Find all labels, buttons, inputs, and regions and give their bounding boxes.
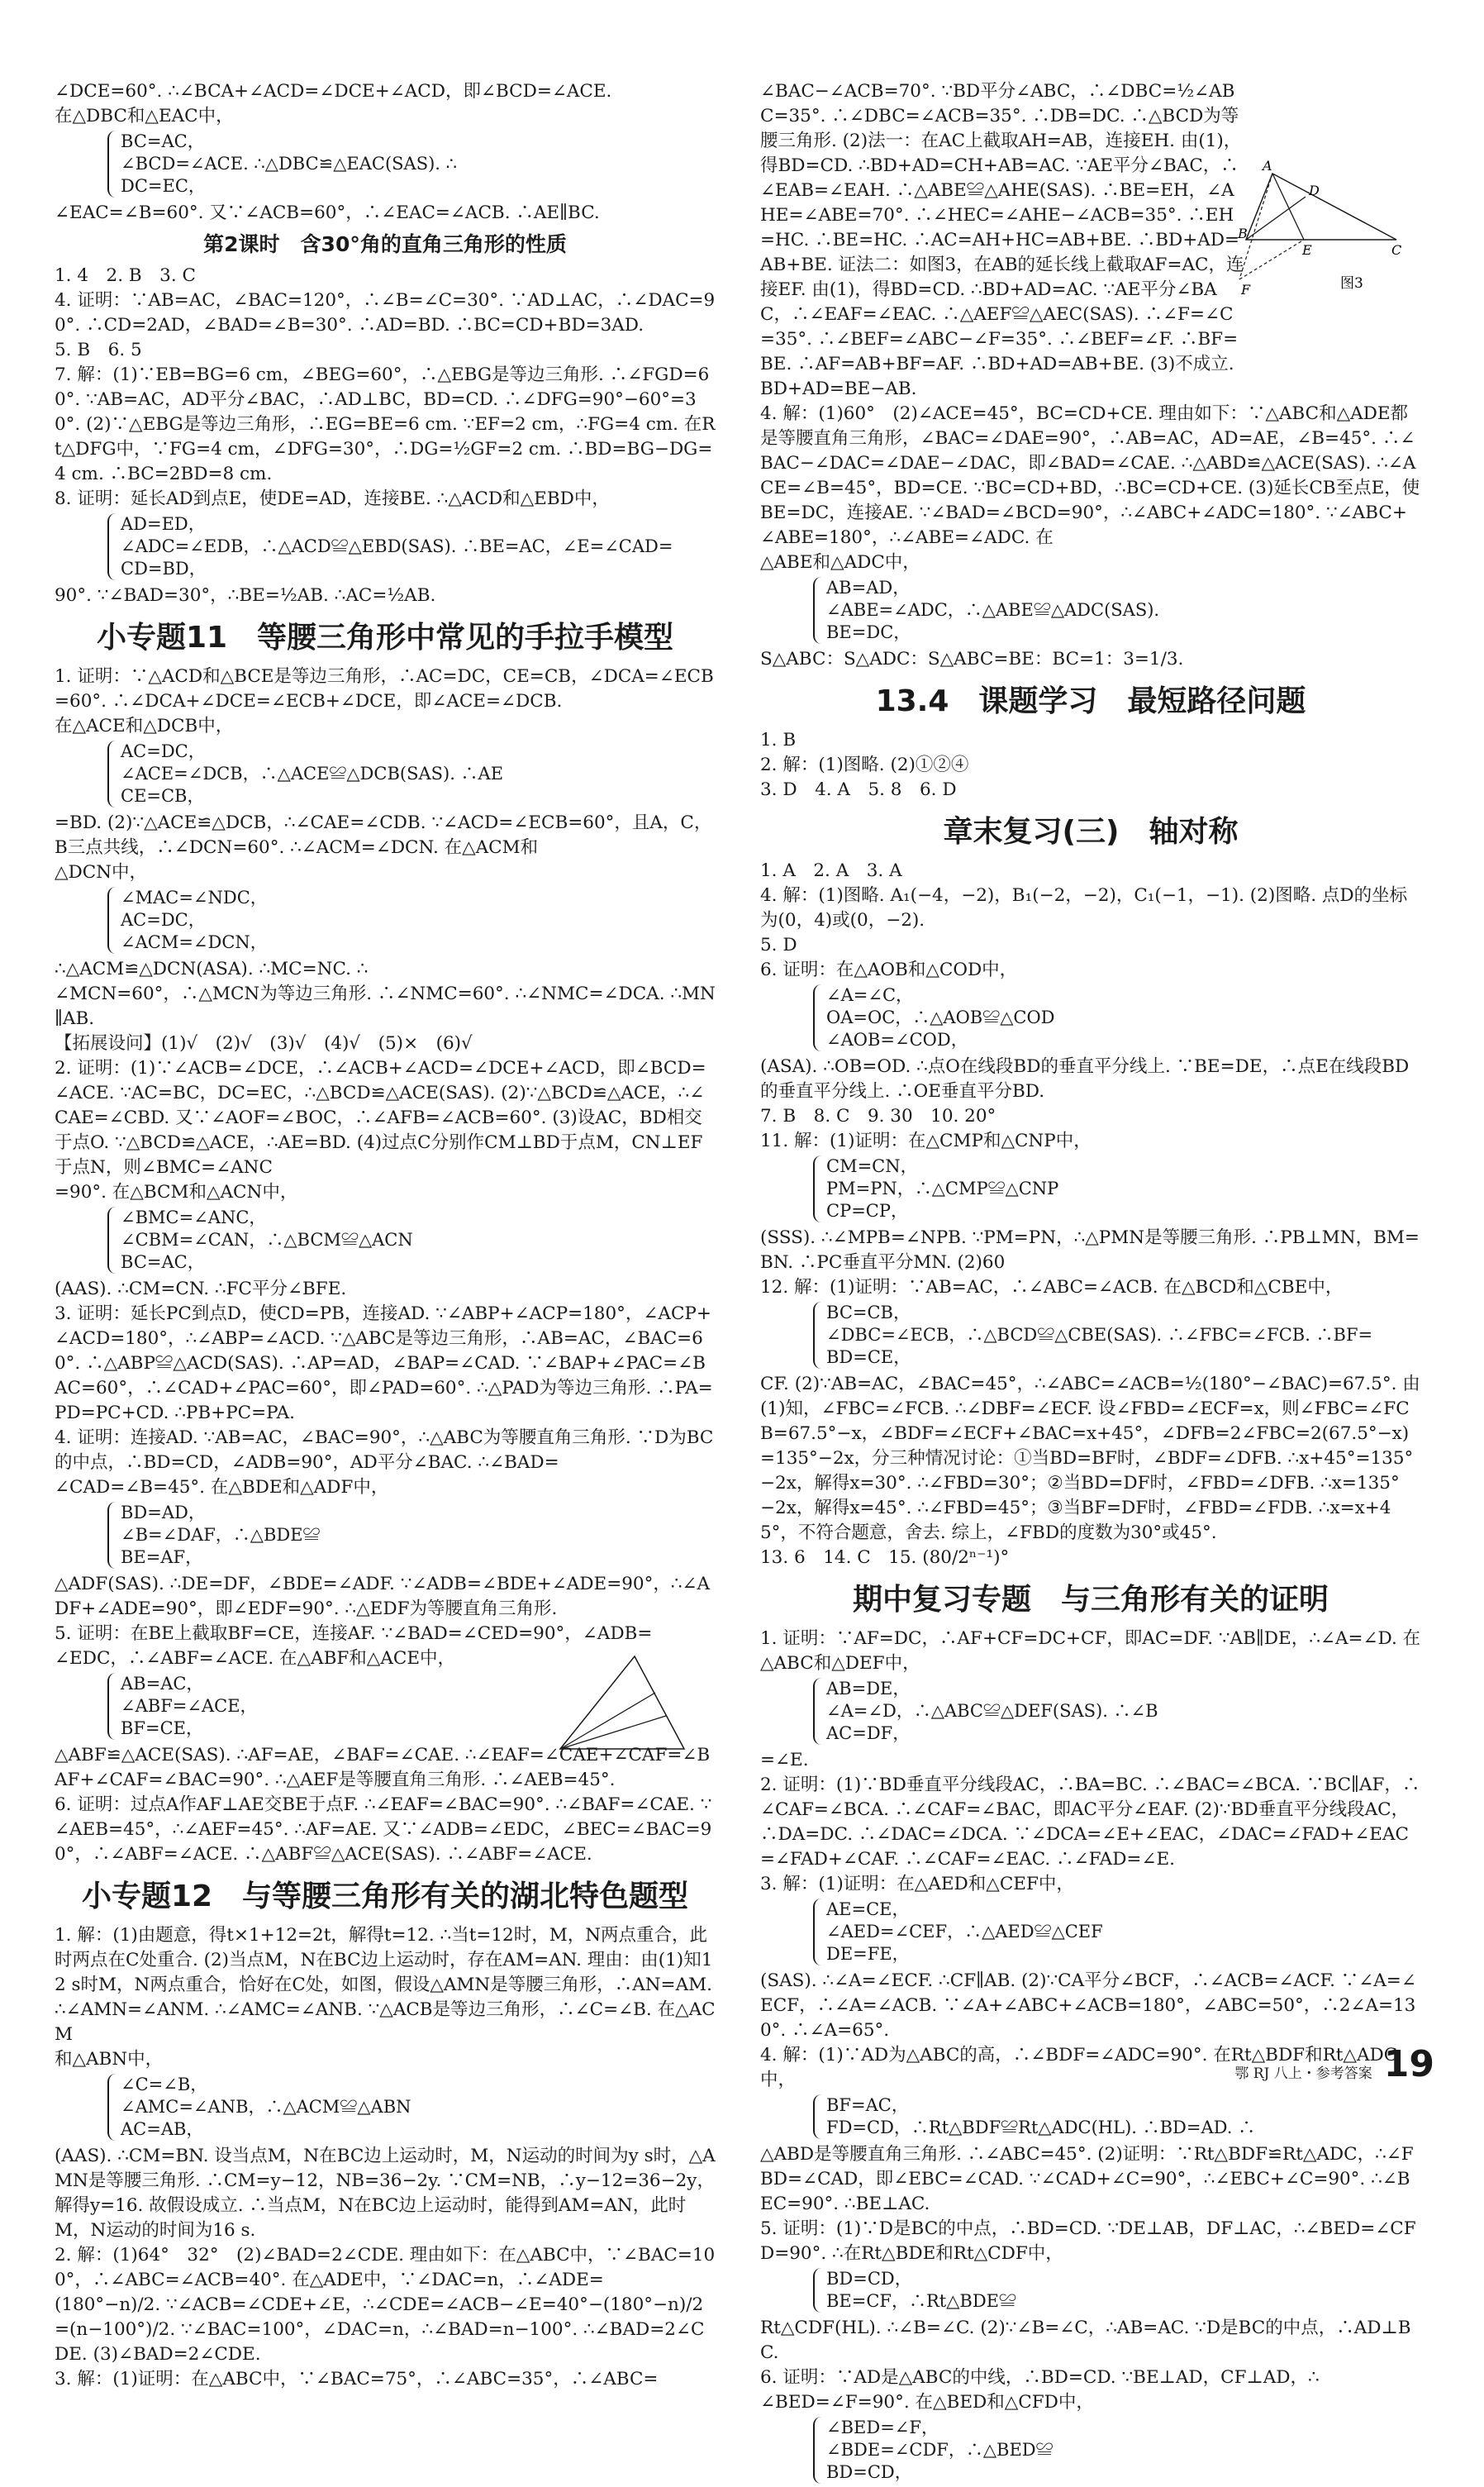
fig3-point-e: E [1302,242,1312,258]
answer-item: 1. 4 2. B 3. C [55,265,196,286]
answer-item: ∠MCN=60°，∴△MCN为等边三角形. ∴∠NMC=60°. ∴∠NMC=∠DCA. ∴MN∥AB. [55,984,716,1029]
answer-item: △DCN中， [55,862,148,883]
brace-line: CP=CP， [826,1201,908,1221]
page-footer [1234,2043,1434,2085]
figure-3 [1239,157,1405,306]
brace-line: ∠BDE=∠CDF，∴△BED≌ [826,2440,1054,2460]
brace-line: ∠DBC=∠ECB，∴△BCD≌△CBE(SAS). ∴∠FBC=∠FCB. ∴BF= [826,1325,1373,1345]
lesson-title: 第2课时 含30°角的直角三角形的性质 [203,232,567,256]
brace-group [107,513,716,580]
answer-item: (SSS). ∴∠MPB=∠NPB. ∵PM=PN，∴△PMN是等腰三角形. ∴PB⊥MN，BM=BN. ∴PC垂直平分MN. (2)60 [760,1227,1420,1273]
answer-item: S△ABC：S△ADC：S△ABC=BE：BC=1：3=1/3. [760,649,1184,669]
brace-line: AC=DF， [826,1723,911,1743]
answer-item: 2. 解：(1)图略. (2)①②④ [760,755,969,775]
brace-line: ∠ACE=∠DCB，∴△ACE≌△DCB(SAS). ∴AE [121,764,504,784]
answer-item: 4. 解：(1)图略. A₁(−4，−2)，B₁(−2，−2)，C₁(−1，−1). (2)图略. 点D的坐标为(0，4)或(0，−2). [760,885,1408,931]
answer-item: Rt△CDF(HL). ∴∠B=∠C. (2)∵∠B=∠C，∴AB=AC. ∵D是BC的中点，∴AD⊥BC. [760,2318,1411,2363]
brace-line: BE=CF，∴Rt△BDE≌ [826,2291,1016,2311]
brace-line: ∠ABE=∠ADC，∴△ABE≌△ADC(SAS). [826,600,1160,620]
answer-item: 3. D 4. A 5. 8 6. D [760,779,957,800]
answer-item: ∠EDC，∴∠ABF=∠ACE. 在△ABF和△ACE中， [55,1648,456,1669]
brace-line: ∠MAC=∠NDC， [121,888,268,908]
brace-line: ∠ADC=∠EDB，∴△ACD≌△EBD(SAS). ∴BE=AC，∠E=∠CAD= [121,536,673,556]
brace-line: ∠A=∠D，∴△ABC≌△DEF(SAS). ∴∠B [826,1701,1158,1721]
brace-line: AC=AB， [121,2119,204,2139]
answer-item: =BD. (2)∵△ACE≌△DCB，∴∠CAE=∠CDB. ∵∠ACD=∠ECB=60°，且A，C，B三点共线，∴∠DCN=60°. ∴∠ACM=∠DCN. 在△ACM和 [55,812,712,858]
brace-group [813,2417,1421,2484]
answer-item: 1. 证明：∵AF=DC，∴AF+CF=DC+CF，即AC=DF. ∵AB∥DE，∴∠A=∠D. 在△ABC和△DEF中， [760,1628,1421,1674]
brace-group [107,741,716,808]
brace-line: FD=CD，∴Rt△BDF≌Rt△ADC(HL). ∴BD=AD. ∴ [826,2118,1256,2137]
brace-line: BC=CB， [826,1303,911,1322]
answer-item: (ASA). ∴OB=OD. ∴点O在线段BD的垂直平分线上. ∵BE=DE，∴点E在线段BD的垂直平分线上. ∴OE垂直平分BD. [760,1056,1410,1102]
answer-item: 7. B 8. C 9. 30 10. 20° [760,1106,996,1127]
brace-group [813,1899,1421,1965]
answer-item: 6. 证明：过点A作AF⊥AE交BE于点F. ∴∠EAF=∠BAC=90°. ∴∠BAF=∠CAE. ∵∠AEB=45°，∴∠AEF=45°. ∴AF=AE. 又∵∠ADB=∠EDC，∠BEC=∠BAC=90°，∴∠ABF=∠ACE. ∴△ABF≌△ACE(SAS). ∴∠ABF=∠ACE. [55,1794,712,1865]
brace-line: DC=EC， [121,176,206,196]
answer-item: 90°. ∵∠BAD=30°，∴BE=½AB. ∴AC=½AB. [55,585,436,606]
section-title: 小专题11 等腰三角形中常见的手拉手模型 [96,621,674,655]
answer-item: 3. 解：(1)证明：在△AED和△CEF中， [760,1874,1074,1894]
answer-item: 13. 6 14. C 15. (80/2ⁿ⁻¹)° [760,1547,1010,1568]
brace-line: ∠AED=∠CEF，∴△AED≌△CEF [826,1922,1103,1941]
text-line: 在△DBC和△EAC中， [55,106,234,126]
brace-line: BD=CE， [826,1347,911,1367]
answer-item: ∴△ACM≌△DCN(ASA). ∴MC=NC. ∴ [55,959,369,979]
fig3-point-c: C [1391,242,1402,258]
fig3-point-a: A [1263,158,1272,174]
answer-item: 2. 证明：(1)∵BD垂直平分线段AC，∴BA=BC. ∴∠BAC=∠BCA. ∵BC∥AF，∴∠CAF=∠BCA. ∴∠CAF=∠BAC，即AC平分∠EAF. (2)∵BD垂直平分线段AC，∴DA=DC. ∴∠DAC=∠DCA. ∵∠DCA=∠E+∠EAC，∠DAC=∠FAD+∠EAC=∠FAD+∠CAF. ∴∠CAF=∠EAC. ∴∠FAD=∠E. [760,1775,1420,1870]
answer-item: 5. D [760,935,797,955]
answer-item: 12. 解：(1)证明：∵AB=AC，∴∠ABC=∠ACB. 在△BCD和△CBE中， [760,1277,1344,1298]
answer-item: △ABD是等腰直角三角形. ∴∠ABC=45°. (2)证明：∵Rt△BDF≌Rt△ADC，∴∠FBD=∠CAD，即∠EBC=∠CAD. ∵∠CAD+∠C=90°，∴∠EBC+∠C=90°. ∴∠BEC=90°. ∴BE⊥AC. [760,2144,1414,2214]
answer-item: 4. 解：(1)∵AD为△ABC的高，∴∠BDF=∠ADC=90°. 在Rt△BDF和Rt△ADC中， [760,2045,1398,2090]
brace-line: ∠CBM=∠CAN，∴△BCM≌△ACN [121,1230,413,1250]
brace-line: ∠ACM=∠DCN， [121,932,268,952]
brace-group [813,1155,1421,1222]
answer-item: △ABF≌△ACE(SAS). ∴AF=AE，∠BAF=∠CAE. ∴∠EAF=∠CAE+∠CAF=∠BAF+∠CAF=∠BAC=90°. ∴△AEF是等腰直角三角形. ∴∠AEB=45°. [55,1745,711,1790]
answer-item: 4. 证明：∵AB=AC，∠BAC=120°，∴∠B=∠C=30°. ∵AD⊥AC，∴∠DAC=90°. ∴CD=2AD，∠BAD=∠B=30°. ∴AD=BD. ∴BC=CD+BD=3AD. [55,290,716,336]
brace-line: BD=CD， [826,2269,912,2289]
answer-item: △ABE和△ADC中， [760,552,920,573]
brace-line: CE=CB， [121,786,205,806]
left-column [55,79,716,2392]
brace-line: BD=AD， [121,1503,206,1522]
brace-group [813,984,1421,1051]
answer-item: 5. 证明：(1)∵D是BC的中点，∴BD=CD. ∵DE⊥AB，DF⊥AC，∴∠BED=∠CFD=90°. ∴在Rt△BDE和Rt△CDF中， [760,2218,1416,2264]
answer-item: (AAS). ∴CM=CN. ∴FC平分∠BFE. [55,1279,347,1299]
brace-line: ∠A=∠C， [826,985,914,1005]
answer-item: 2. 证明：(1)∵∠ACB=∠DCE，∴∠ACB+∠ACD=∠DCE+∠ACD，即∠BCD=∠ACE. ∵AC=BC，DC=EC，∴△BCD≌△ACE(SAS). (2)∵△BCD≌△ACE，∴∠CAE=∠CBD. 又∵∠AOF=∠BOC，∴∠AFB=∠ACB=60°. (3)设AC，BD相交于点O. ∵△BCD≌△ACE，∴AE=BD. (4)过点C分别作CM⊥BD于点M，CN⊥EF于点N，则∠BMC=∠ANC [55,1058,706,1178]
brace-line: AC=DC， [121,741,206,761]
answer-item: ∠BAC−∠ACB=70°. ∵BD平分∠ABC，∴∠DBC=½∠ABC=35°. ∴∠DBC=∠ACB=35°. ∴DB=DC. ∴△BCD为等腰三角形. (2)法一：在AC上截取AH=AB，连接EH. 由(1)，得BD=CD. ∴BD+AD=CH+AB=AC. ∵AE平分∠BAC，∴∠EAB=∠EAH. ∴△ABE≌△AHE(SAS). ∴BE=EH，∠AHE=∠ABE=70°. ∴∠HEC=∠AHE−∠ACB=35°. ∴EH=HC. ∴BE=HC. ∴AC=AH+HC=AB+BE. ∴BD+AD=AB+BE. 证法二：如图3，在AB的延长线上截取AF=AC，连接EF. 由(1)，得BD=CD. ∴BD+AD=AC. ∵AE平分∠BAC，∴∠EAF=∠EAC. ∴△AEF≌△AEC(SAS). ∴∠F=∠C=35°. ∴∠BEF=∠ABC−∠F=35°. ∴∠BEF=∠F. ∴BF=BE. ∴AF=AB+BF=AF. ∴BD+AD=AB+BE. (3)不成立. BD+AD=BE−AB. [760,81,1244,399]
brace-line: ∠AMC=∠ANB，∴△ACM≌△ABN [121,2097,411,2117]
brace-group [107,2074,716,2141]
answer-item: 11. 解：(1)证明：在△CMP和△CNP中， [760,1131,1092,1151]
answer-item: 1. A 2. A 3. A [760,860,902,881]
brace-group [107,1207,716,1274]
brace-line: ∠B=∠DAF，∴△BDE≌ [121,1525,321,1545]
answer-item: 在△ACE和△DCB中， [55,716,234,736]
brace-line: ∠BED=∠F， [826,2418,939,2437]
fig3-point-d: D [1309,183,1320,198]
answer-item: 6. 证明：∵AD是△ABC的中线，∴BD=CD. ∵BE⊥AD，CF⊥AD，∴ [760,2367,1320,2388]
section-title: 期中复习专题 与三角形有关的证明 [852,1583,1329,1617]
answer-item: 1. B [760,730,797,750]
brace-line: ∠BMC=∠ANC， [121,1208,267,1227]
brace-line: ∠AOB=∠COD， [826,1030,968,1050]
answer-item: (SAS). ∴∠A=∠ECF. ∴CF∥AB. (2)∵CA平分∠BCF，∴∠ACB=∠ACF. ∵∠A=∠ECF，∴∠A=∠ACB. ∵∠A+∠ABC+∠ACB=180°，∠ABC=50°，∴2∠A=130°. ∴∠A=65°. [760,1970,1416,2041]
answer-item: ∠BED=∠F=90°. 在△BED和△CFD中， [760,2392,1094,2413]
brace-line: AB=DE， [826,1679,911,1698]
section-title: 章末复习(三) 轴对称 [943,815,1239,849]
text-line: ∠EAC=∠B=60°. 又∵∠ACB=60°，∴∠EAC=∠ACB. ∴AE∥BC. [55,202,600,223]
brace-line: BE=AF， [121,1547,203,1567]
answer-item: =∠E. [760,1750,809,1770]
brace-line: BC=AC， [121,1252,205,1272]
answer-item: =90°. 在△BCM和△ACN中， [55,1182,298,1203]
answer-item: 1. 解：(1)由题意，得t×1+12=2t，解得t=12. ∴当t=12时，M，N两点重合，此时两点在C处重合. (2)当点M，N在BC边上运动时，存在AM=AN. 理由：由(1)知12 s时M，N两点重合，恰好在C处，如图，假设△AMN是等腰三角形，∴AN=AM. ∴∠AMN=∠ANM. ∴∠AMC=∠ANB. ∵△ACB是等边三角形，∴∠C=∠B. 在△ACM [55,1925,716,2045]
answer-item: 2. 解：(1)64° 32° (2)∠BAD=2∠CDE. 理由如下：在△ABC中，∵∠BAC=100°，∴∠ABC=∠ACB=40°. 在△ADE中，∵∠DAC=n，∴∠ADE= [55,2245,716,2290]
answer-item: 4. 解：(1)60° (2)∠ACE=45°，BC=CD+CE. 理由如下：∵△ABC和△ADE都是等腰直角三角形，∠BAC=∠DAE=90°，∴AB=AC，AD=AE，∠B=45°. ∴∠BAC−∠DAC=∠DAE−∠DAC，即∠BAD=∠CAE. ∴△ABD≌△ACE(SAS). ∴∠ACE=∠B=45°，BD=CE. ∵BC=CD+BD，∴BC=CD+CE. (3)延长CB至点E，使BE=DC，连接AE. ∵∠BAD=∠BCD=90°，∴∠ABC+∠ADC=180°. ∵∠ABC+∠ABE=180°，∴∠ABE=∠ADC. 在 [760,403,1420,548]
text-line: ∠DCE=60°. ∴∠BCA+∠ACD=∠DCE+∠ACD，即∠BCD=∠ACE. [55,81,612,102]
answer-item: 5. 证明：在BE上截取BF=CE，连接AF. ∵∠BAD=∠CED=90°，∠ADB= [55,1623,653,1644]
brace-line: ∠ABF=∠ACE， [121,1696,258,1716]
brace-line: CD=BD， [121,559,207,579]
brace-line: CM=CN， [826,1156,918,1176]
answer-item: 5. B 6. 5 [55,340,142,360]
figure-3-diagram [1239,157,1405,306]
page-number: 19 [1383,2043,1434,2085]
triangle-diagram [552,1650,692,1757]
footer-meta: 鄂 RJ 八上・参考答案 [1234,2065,1372,2082]
brace-group [813,1302,1421,1369]
brace-group [813,1678,1421,1745]
brace-line: OA=OC，∴△AOB≌△COD [826,1008,1055,1027]
answer-item: 1. 证明：∵△ACD和△BCE是等边三角形，∴AC=DC，CE=CB，∠DCA=∠ECB=60°. ∴∠DCA+∠DCE=∠ECB+∠DCE，即∠ACE=∠DCB. [55,666,714,712]
brace-line: AB=AD， [826,578,911,598]
answer-item: △ADF(SAS). ∴DE=DF，∠BDE=∠ADF. ∵∠ADB=∠BDE+∠ADE=90°，∴∠ADF+∠ADE=90°，即∠EDF=90°. ∴△EDF为等腰直角三角形. [55,1574,711,1619]
brace-group [107,1502,716,1569]
brace-line: PM=PN，∴△CMP≌△CNP [826,1179,1059,1198]
brace-group [107,887,716,954]
brace-line: ∠C=∠B， [121,2075,208,2094]
brace-line: AE=CE， [826,1899,910,1919]
answer-item: (180°−n)/2. ∵∠ACB=∠CDE+∠E，∴∠CDE=∠ACB−∠E=40°−(180°−n)/2=(n−100°)/2. ∵∠BAC=100°，∠DAC=n，∴∠BAD=n−100°. ∴∠BAD=2∠CDE. (3)∠BAD=2∠CDE. [55,2294,705,2365]
answer-item: 6. 证明：在△AOB和△COD中， [760,960,1018,980]
answer-item: 3. 解：(1)证明：在△ABC中，∵∠BAC=75°，∴∠ABC=35°，∴∠ABC= [55,2369,659,2389]
triangle-figure-amn [552,1650,692,1757]
brace-group [107,131,716,198]
brace-line: DE=FE， [826,1944,910,1964]
brace-line: BF=CE， [121,1718,203,1738]
brace-line: BF=AC， [826,2095,909,2115]
right-column [760,79,1421,2487]
fig3-point-b: B [1238,226,1248,241]
answer-item: 【拓展设问】(1)√ (2)√ (3)√ (4)√ (5)× (6)√ [55,1033,473,1054]
section-title: 小专题12 与等腰三角形有关的湖北特色题型 [81,1880,689,1913]
section-title: 13.4 课题学习 最短路径问题 [875,684,1306,718]
answer-item: CF. (2)∵AB=AC，∠BAC=45°，∴∠ABC=∠ACB=½(180°−∠BAC)=67.5°. 由(1)知，∠FBC=∠FCB. ∴∠DBF=∠ECF. 设∠FBD=∠ECF=x，则∠FBC=∠FCB=67.5°−x，∠BDF=∠ECF+∠BAC=x+45°，∠DFB=2∠FBC=2(67.5°−x)=135°−2x，分三种情况讨论：①当BD=BF时，∠BDF=∠DFB. ∴x+45°=135°−2x，解得x=30°. ∴∠FBD=30°；②当BD=DF时，∠FBD=∠DFB. ∴x=135°−2x，解得x=45°. ∴∠FBD=45°；③当BF=DF时，∠FBD=∠FDB. ∴x=x+45°，不符合题意，舍去. 综上，∠FBD的度数为30°或45°. [760,1374,1420,1543]
brace-line: AD=ED， [121,514,206,534]
brace-group [813,2268,1421,2313]
answer-item: 4. 证明：连接AD. ∵AB=AC，∠BAC=90°，∴△ABC为等腰直角三角形. ∵D为BC的中点，∴BD=CD，∠ADB=90°，AD平分∠BAC. ∴∠BAD= [55,1427,714,1473]
answer-item: (AAS). ∴CM=BN. 设当点M，N在BC边上运动时，M，N运动的时间为y s时，△AMN是等腰三角形. ∴CM=y−12，NB=36−2y. ∵CM=NB，∴y−12=36−2y，解得y=16. 故假设成立. ∴当点M，N在BC边上运动时，能得到AM=AN，此时M，N运动的时间为16 s. [55,2146,716,2241]
brace-line: BD=CD， [826,2462,912,2482]
fig3-point-f: F [1241,282,1251,298]
brace-line: BC=AC， [121,131,205,151]
answer-item: 7. 解：(1)∵EB=BG=6 cm，∠BEG=60°，∴△EBG是等边三角形. ∴∠FGD=60°. ∵AB=AC，AD平分∠BAC，∴AD⊥BC，BD=CD. ∴∠DFG=90°−60°=30°. (2)∵△EBG是等边三角形，∴EG=BE=6 cm. ∵EF=2 cm，∴FG=4 cm. 在Rt△DFG中，∵FG=4 cm，∠DFG=30°，∴DG=½GF=2 cm. ∴BD=BG−DG=4 cm. ∴BC=2BD=8 cm. [55,364,716,484]
brace-line: ∠BCD=∠ACE. ∴△DBC≌△EAC(SAS). ∴ [121,154,458,174]
brace-line: AB=AC， [121,1674,204,1694]
brace-line: BE=DC， [826,622,911,642]
answer-item: 和△ABN中， [55,2049,164,2070]
answer-item: 8. 证明：延长AD到点E，使DE=AD，连接BE. ∴△ACD和△EBD中， [55,488,610,509]
brace-group [813,577,1421,644]
answer-item: 3. 证明：延长PC到点D，使CD=PB，连接AD. ∵∠ABP+∠ACP=180°，∠ACP+∠ACD=180°，∴∠ABP=∠ACD. ∵△ABC是等边三角形，∴AB=AC，∠BAC=60°. ∴△ABP≌△ACD(SAS). ∴AP=AD，∠BAP=∠CAD. ∵∠BAP+∠PAC=∠BAC=60°，∴∠CAD+∠PAC=60°，即∠PAD=60°. ∴△PAD为等边三角形. ∴PA=PD=PC+CD. ∴PB+PC=PA. [55,1303,713,1423]
brace-line: AC=DC， [121,910,206,930]
answer-item: ∠CAD=∠B=45°. 在△BDE和△ADF中， [55,1477,389,1498]
fig3-caption: 图3 [1340,275,1363,292]
brace-group [813,2094,1421,2139]
